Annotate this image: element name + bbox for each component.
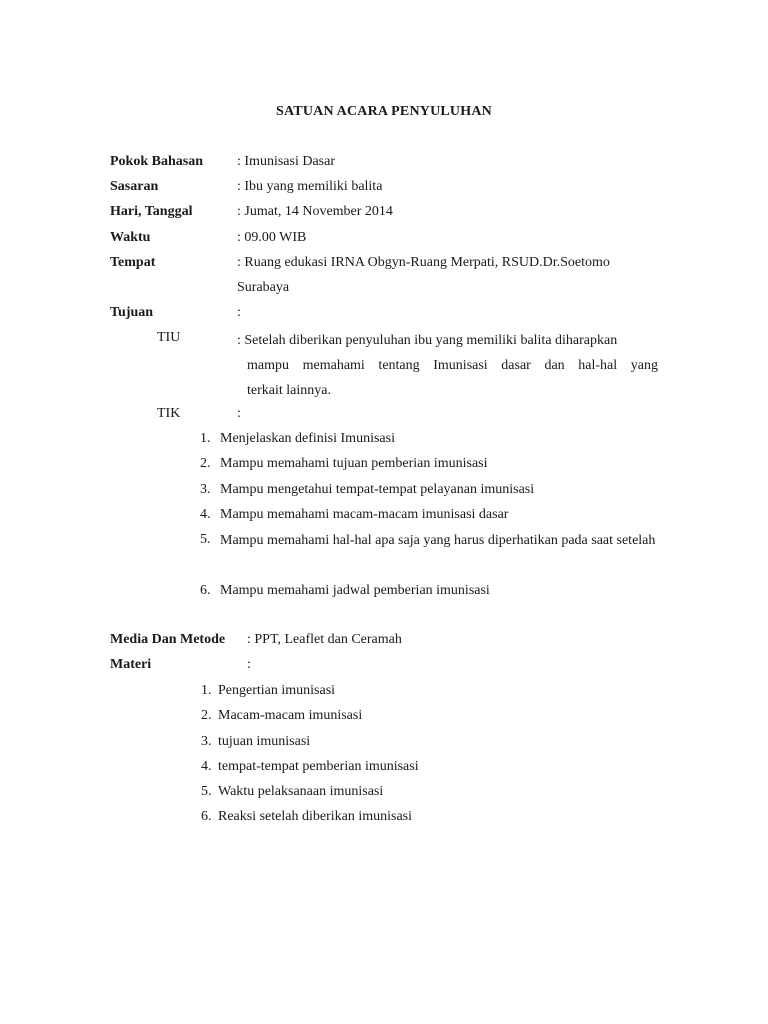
field-value: : 09.00 WIB — [237, 230, 307, 245]
list-number: 3. — [201, 733, 212, 749]
tiu-line: : Setelah diberikan penyuluhan ibu yang memiliki balita diharapkan — [237, 333, 618, 348]
list-number: 2. — [200, 456, 211, 472]
field-value: : PPT, Leaflet dan Ceramah — [247, 632, 402, 647]
field-value: : — [237, 305, 241, 320]
field-label: Pokok Bahasan — [110, 154, 203, 169]
field-label: Media Dan Metode — [110, 632, 226, 647]
list-text: Mampu memahami hal-hal apa saja yang harus diperhatikan pada saat setelah — [220, 533, 656, 549]
list-text: Waktu pelaksanaan imunisasi — [218, 784, 384, 800]
list-number: 6. — [200, 582, 211, 598]
field-value: : Imunisasi Dasar — [237, 154, 335, 169]
field-value: : — [247, 657, 251, 672]
list-number: 5. — [201, 784, 212, 800]
field-label: Sasaran — [110, 179, 159, 194]
list-text: Pengertian imunisasi — [218, 683, 336, 698]
list-text: Mampu memahami jadwal pemberian imunisasi — [220, 582, 490, 598]
list-text: Menjelaskan definisi Imunisasi — [220, 431, 395, 446]
list-number: 6. — [201, 809, 212, 825]
list-number: 4. — [200, 506, 211, 522]
field-label: Tempat — [110, 255, 156, 270]
list-number: 1. — [201, 683, 212, 698]
field-value: : Jumat, 14 November 2014 — [237, 204, 393, 219]
field-label: Materi — [110, 657, 152, 672]
field-label: Tujuan — [110, 305, 154, 320]
field-label: Hari, Tanggal — [110, 204, 193, 219]
list-number: 5. — [200, 532, 211, 548]
list-text: Mampu mengetahui tempat-tempat pelayanan imunisasi — [220, 481, 535, 497]
field-value-continued: Surabaya — [237, 280, 290, 295]
tiu-label: TIU — [157, 330, 181, 345]
tiu-line: terkait lainnya. — [247, 383, 331, 398]
list-number: 3. — [200, 481, 211, 497]
list-text: Mampu memahami tujuan pemberian imunisasi — [220, 456, 488, 472]
tik-label: TIK — [157, 406, 181, 421]
field-value: : Ruang edukasi IRNA Obgyn-Ruang Merpati, RSUD.Dr.Soetomo — [237, 255, 610, 270]
document-title: SATUAN ACARA PENYULUHAN — [276, 104, 492, 119]
list-text: Mampu memahami macam-macam imunisasi dasar — [220, 506, 509, 522]
list-number: 2. — [201, 708, 212, 724]
tiu-text — [237, 328, 658, 403]
list-text: tempat-tempat pemberian imunisasi — [218, 758, 419, 774]
list-text: Macam-macam imunisasi — [218, 708, 363, 724]
tik-colon: : — [237, 406, 241, 421]
field-value: : Ibu yang memiliki balita — [237, 179, 383, 194]
field-label: Waktu — [110, 230, 151, 245]
tiu-line: mampu memahami tentang Imunisasi dasar dan hal-hal yang — [247, 358, 658, 373]
list-text: tujuan imunisasi — [218, 733, 311, 749]
list-number: 1. — [200, 431, 211, 446]
list-number: 4. — [201, 758, 212, 774]
list-text: Reaksi setelah diberikan imunisasi — [218, 809, 413, 825]
